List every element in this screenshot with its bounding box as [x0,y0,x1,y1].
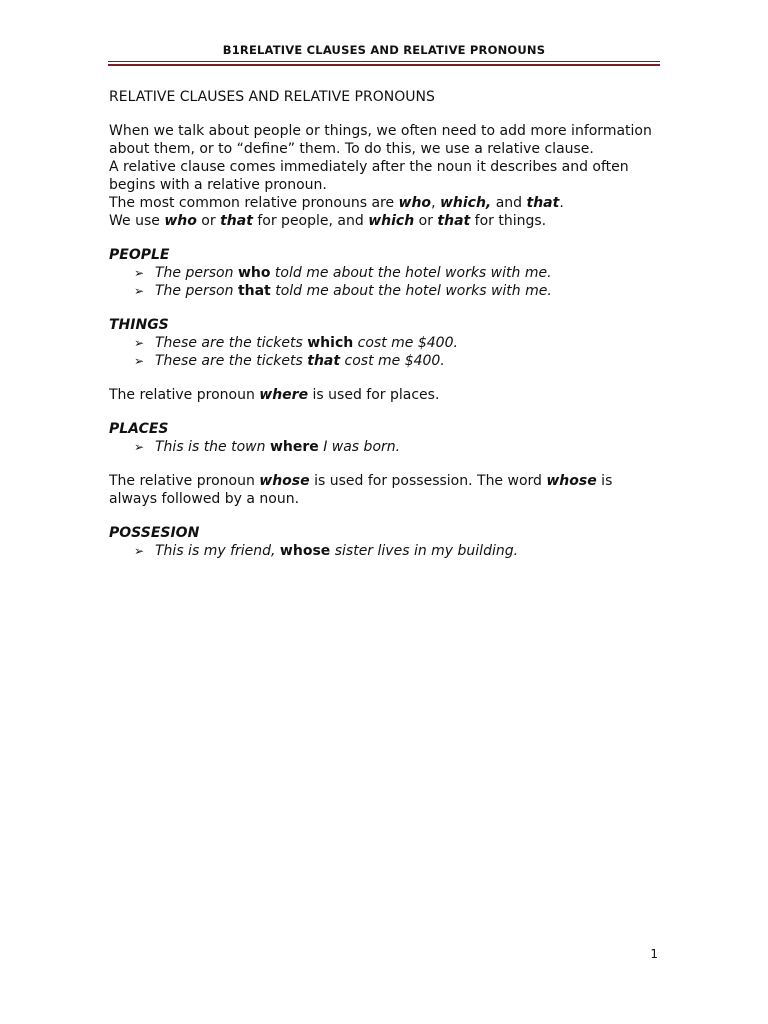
keyword-that: that [220,213,253,229]
list-item [134,542,664,560]
text-run: These are the tickets [155,335,308,351]
text-run: for things. [470,213,547,229]
arrow-bullet-icon: ➢ [134,544,145,558]
text-run: for people, and [252,213,369,229]
examples-list [109,438,664,456]
header-rule-thick [108,64,660,66]
text-run: We use [109,213,165,229]
text-run: These are the tickets [155,353,308,369]
keyword-that: that [237,283,271,299]
list-item [134,334,664,352]
text-run: The relative pronoun [109,473,260,489]
keyword-whose: whose [279,543,331,559]
keyword-which: which, [439,195,492,211]
arrow-bullet-icon: ➢ [134,440,145,454]
text-run: and [491,195,527,211]
section-people [109,246,664,300]
section-things [109,316,664,370]
whose-note [109,472,664,508]
examples-list [109,264,664,300]
text-run: The relative pronoun [109,387,260,403]
text-run: This is my friend, [155,543,280,559]
arrow-bullet-icon: ➢ [134,284,145,298]
document-title: RELATIVE CLAUSES AND RELATIVE PRONOUNS [109,89,435,105]
header-rule-thin [108,61,660,62]
where-note [109,386,664,404]
section-heading-possession: POSSESION [109,525,200,541]
section-heading-people: PEOPLE [109,247,170,263]
text-run: sister lives in my building. [330,543,519,559]
text-run: , [431,195,440,211]
text-run: The person [155,283,238,299]
intro-paragraph-4 [109,212,664,230]
text-run: or [414,213,438,229]
text-run: The most common relative pronouns are [109,195,399,211]
keyword-who: who [237,265,271,281]
text-run: The person [155,265,238,281]
arrow-bullet-icon: ➢ [134,336,145,350]
text-run: is used for places. [308,387,440,403]
intro-paragraph-3 [109,194,664,212]
section-heading-places: PLACES [109,421,169,437]
keyword-that: that [437,213,471,229]
list-item [134,438,664,456]
text-run: told me about the hotel works with me. [270,283,552,299]
intro-paragraph-2: A relative clause comes immediately after the noun it describes and often begins with a relative pronoun. [109,159,629,193]
examples-list [109,334,664,370]
arrow-bullet-icon: ➢ [134,354,145,368]
keyword-which: which [307,335,354,351]
intro-paragraph-1: When we talk about people or things, we often need to add more information about them, or to “define” them. To do this, we use a relative clause. [109,123,652,157]
examples-list [109,542,664,560]
section-places [109,420,664,456]
keyword-which: which [368,213,415,229]
keyword-whose: whose [546,473,597,489]
keyword-who: who [164,213,197,229]
keyword-that: that [526,195,560,211]
running-header: B1RELATIVE CLAUSES AND RELATIVE PRONOUNS [222,43,546,57]
text-run: cost me $400. [340,353,445,369]
arrow-bullet-icon: ➢ [134,266,145,280]
keyword-where: where [259,387,309,403]
list-item [134,282,664,300]
text-run: I was born. [318,439,401,455]
text-run: This is the town [155,439,270,455]
text-run: or [196,213,221,229]
text-run: cost me $400. [353,335,458,351]
list-item [134,352,664,370]
document-body [109,88,664,560]
list-item [134,264,664,282]
text-run: told me about the hotel works with me. [270,265,552,281]
keyword-where: where [269,439,319,455]
keyword-who: who [398,195,432,211]
page-number: 1 [650,947,658,961]
text-run: . [559,195,564,211]
section-possession [109,524,664,560]
text-run: is always followed by a noun. [109,473,613,507]
text-run: is used for possession. The word [309,473,547,489]
keyword-that: that [307,353,341,369]
keyword-whose: whose [259,473,310,489]
section-heading-things: THINGS [109,317,169,333]
